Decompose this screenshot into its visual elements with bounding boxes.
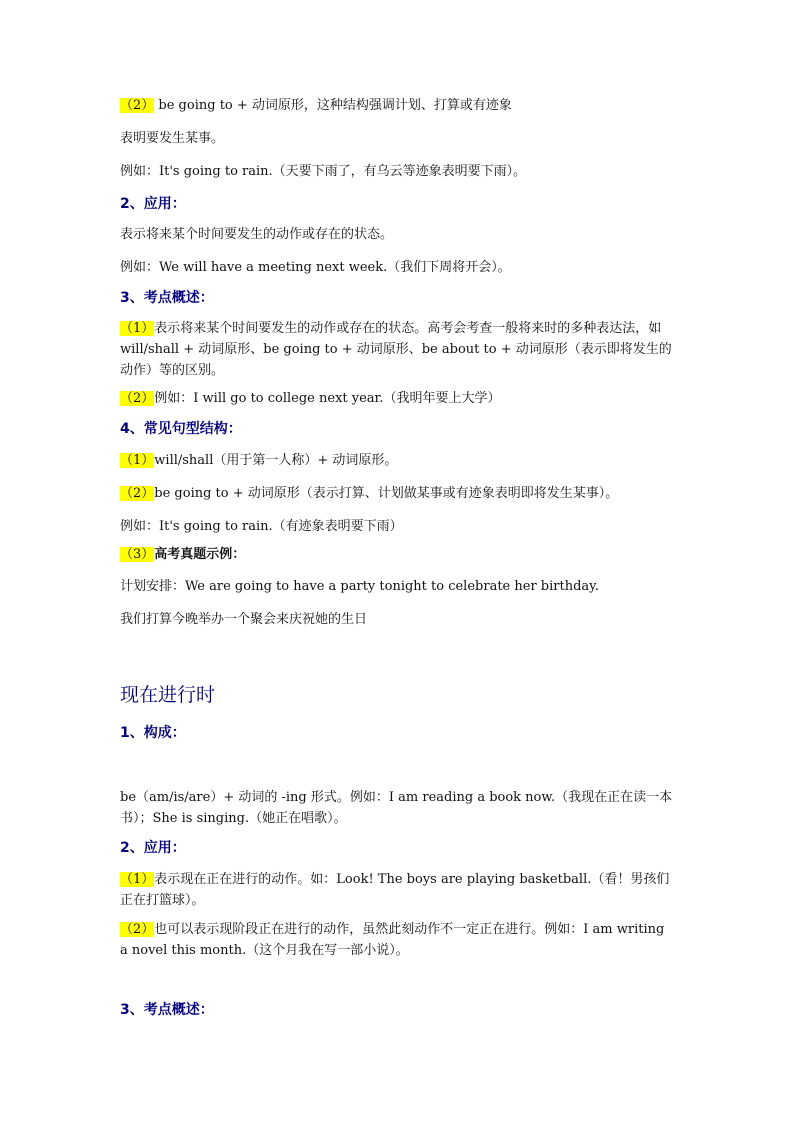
application-example: 例如：We will have a meeting next week.（我们下周将开会）。 — [120, 260, 511, 275]
marker-2: （2） — [120, 922, 155, 937]
application-1 — [120, 869, 676, 911]
structure-3 — [120, 545, 245, 565]
marker-2: （2） — [120, 486, 155, 501]
structure-2-text: be going to + 动词原形（表示打算、计划做某事或有迹象表明即将发生某事）。 — [154, 486, 619, 501]
application-text: 表示将来某个时间要发生的动作或存在的状态。 — [120, 227, 394, 242]
marker-2: （2） — [120, 98, 155, 113]
form-text: be（am/is/are）+ 动词的 -ing 形式。例如：I am reading a book now.（我现在正在读一本书）；She is singing.（她正在唱歌）。 — [120, 790, 673, 826]
application-2-text: 也可以表示现阶段正在进行的动作，虽然此刻动作不一定正在进行。例如：I am writing a novel this month.（这个月我在写一部小说）。 — [120, 922, 665, 958]
marker-3: （3） — [120, 547, 155, 562]
structure-1-text: will/shall（用于第一人称）+ 动词原形。 — [154, 453, 398, 468]
future-point-2 — [120, 96, 512, 116]
exam-point-1-text: 表示将来某个时间要发生的动作或存在的状态。高考会考查一般将来时的多种表达法，如 will/shall + 动词原形、be going to + 动词原形、be about to + 动词原形（表示即将发生的动作）等的区别。 — [120, 321, 672, 378]
heading-exam-points: 3、考点概述： — [120, 290, 214, 306]
plan-example: 计划安排：We are going to have a party tonight to celebrate her birthday. — [120, 579, 599, 594]
exam-point-1 — [120, 318, 676, 381]
application-1-text: 表示现在正在进行的动作。如：Look! The boys are playing basketball.（看！男孩们正在打篮球）。 — [120, 872, 670, 908]
marker-2: （2） — [120, 391, 155, 406]
heading-exam-points: 3、考点概述： — [120, 1002, 214, 1018]
heading-form: 1、构成： — [120, 725, 186, 741]
heading-application: 2、应用： — [120, 196, 186, 212]
structure-2 — [120, 484, 618, 504]
heading-structures: 4、常见句型结构： — [120, 421, 242, 437]
point-text: be going to + 动词原形，这种结构强调计划、打算或有迹象 — [154, 98, 512, 113]
plan-translation: 我们打算今晚举办一个聚会来庆祝她的生日 — [120, 612, 368, 627]
marker-1: （1） — [120, 872, 155, 887]
marker-1: （1） — [120, 321, 155, 336]
marker-1: （1） — [120, 453, 155, 468]
heading-application: 2、应用： — [120, 840, 186, 856]
structure-3-text: 高考真题示例： — [154, 547, 246, 562]
exam-point-2-text: 例如：I will go to college next year.（我明年要上大学） — [154, 391, 501, 406]
structure-1 — [120, 451, 397, 471]
structure-2-example: 例如：It's going to rain.（有迹象表明要下雨） — [120, 519, 403, 534]
future-point-2-cont: 表明要发生某事。 — [120, 131, 225, 146]
section-title-present-progressive: 现在进行时 — [120, 684, 216, 706]
example-rain: 例如：It's going to rain.（天要下雨了，有乌云等迹象表明要下雨）。 — [120, 164, 527, 179]
exam-point-2 — [120, 389, 500, 409]
application-2 — [120, 919, 676, 961]
